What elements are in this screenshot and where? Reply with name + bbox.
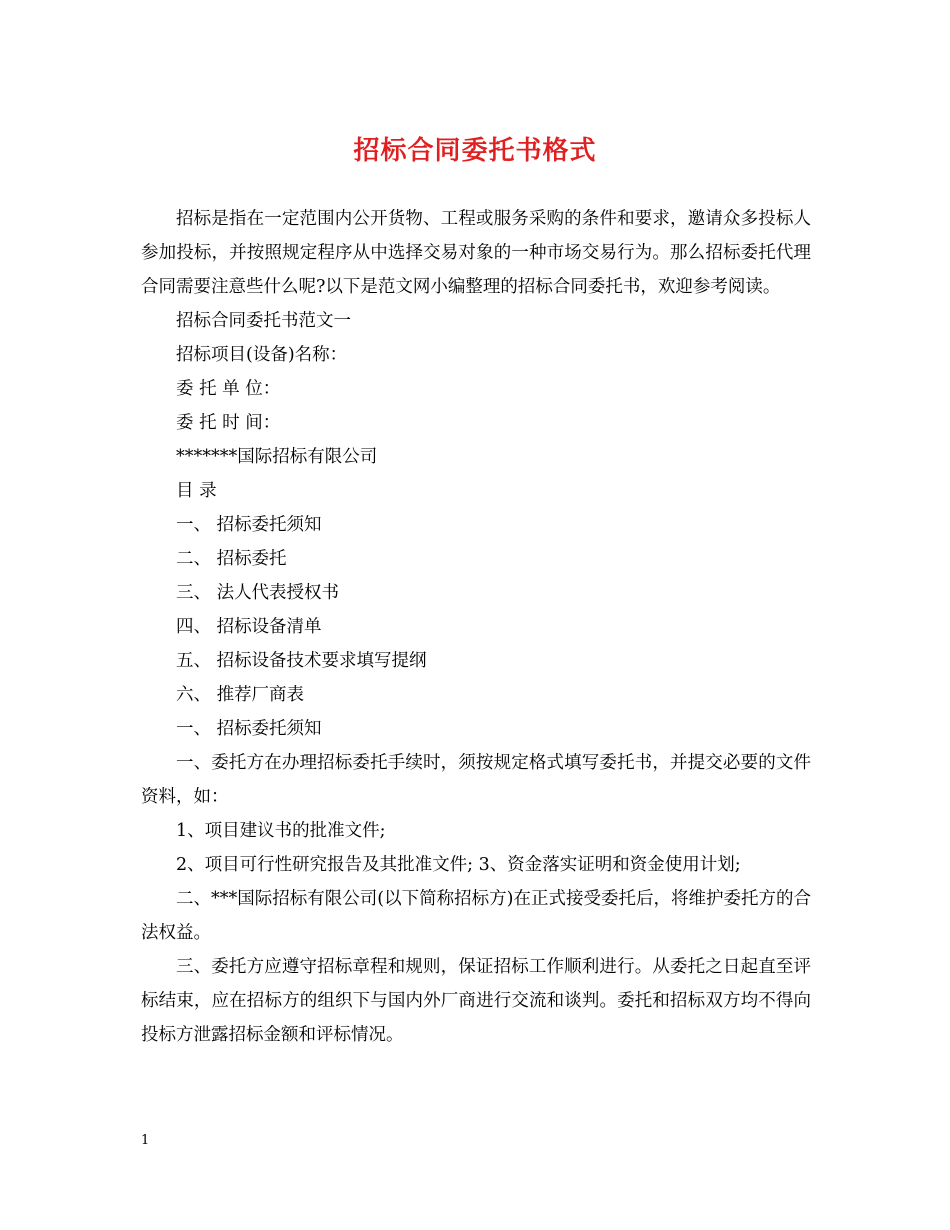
intro-paragraph: 招标是指在一定范围内公开货物、工程或服务采购的条件和要求，邀请众多投标人参加投标，并按照规定程序从中选择交易对象的一种市场交易行为。那么招标委托代理合同需要注意些什么呢?以下是范文网小编整理的招标合同委托书，欢迎参考阅读。	[141, 209, 811, 297]
section-heading: 一、 招标委托须知	[176, 719, 322, 739]
clause-paragraph: 一、委托方在办理招标委托手续时，须按规定格式填写委托书，并提交必要的文件资料，如：	[141, 753, 811, 807]
clause-item: 2、项目可行性研究报告及其批准文件; 3、资金落实证明和资金使用计划;	[176, 855, 741, 875]
document-title: 招标合同委托书格式	[353, 136, 597, 166]
toc-item: 四、 招标设备清单	[176, 617, 322, 637]
toc-heading: 目 录	[176, 481, 217, 501]
toc-item: 二、 招标委托	[176, 549, 287, 569]
client-unit-field: 委 托 单 位：	[176, 379, 281, 399]
sample-heading: 招标合同委托书范文一	[176, 311, 351, 331]
document-body	[141, 202, 811, 1052]
toc-item: 五、 招标设备技术要求填写提纲	[176, 651, 427, 671]
toc-item: 六、 推荐厂商表	[176, 685, 305, 705]
company-name: *******国际招标有限公司	[176, 447, 378, 467]
clause-paragraph: 二、***国际招标有限公司(以下简称招标方)在正式接受委托后，将维护委托方的合法权益。	[141, 889, 811, 943]
project-name-field: 招标项目(设备)名称：	[176, 345, 348, 365]
toc-item: 一、 招标委托须知	[176, 515, 322, 535]
page-number: 1	[141, 1133, 150, 1148]
clause-item: 1、项目建议书的批准文件;	[176, 821, 386, 841]
clause-paragraph: 三、委托方应遵守招标章程和规则，保证招标工作顺利进行。从委托之日起直至评标结束，应在招标方的组织下与国内外厂商进行交流和谈判。委托和招标双方均不得向投标方泄露招标金额和评标情况。	[141, 957, 811, 1045]
toc-item: 三、 法人代表授权书	[176, 583, 340, 603]
commission-time-field: 委 托 时 间：	[176, 413, 281, 433]
